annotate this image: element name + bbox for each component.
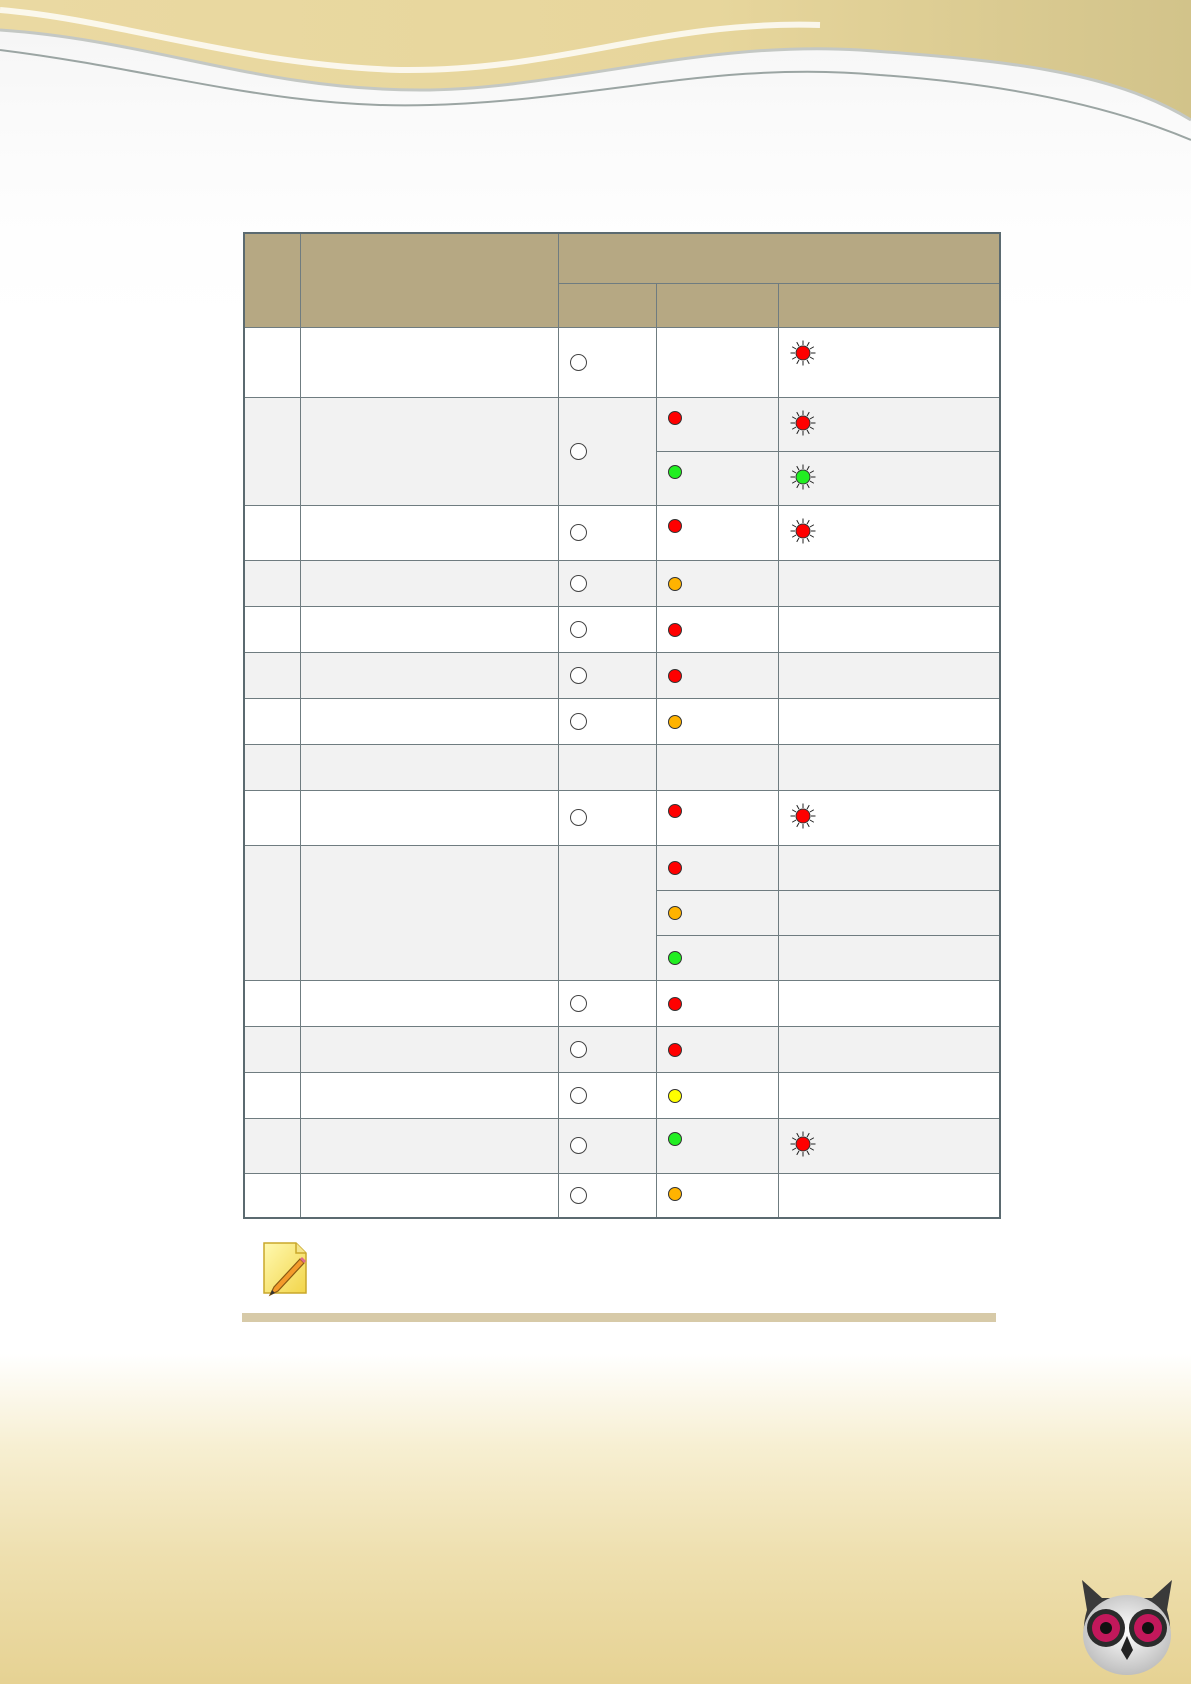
table-row [244, 397, 1000, 451]
blinking-red-icon [790, 410, 816, 436]
row-description [300, 790, 558, 845]
row-description [300, 845, 558, 980]
row-index [244, 560, 300, 606]
header-sub-3 [778, 283, 1000, 327]
header-indicator-group [558, 233, 1000, 283]
amber-led-icon [668, 577, 682, 591]
row-description [300, 560, 558, 606]
red-led-icon [668, 997, 682, 1011]
indicator-off-icon [570, 1137, 587, 1154]
indicator-off-icon [570, 1087, 587, 1104]
indicator-off-icon [570, 995, 587, 1012]
row-index [244, 1026, 300, 1072]
row-index [244, 790, 300, 845]
green-led-icon [668, 951, 682, 965]
table-row [244, 327, 1000, 397]
indicator-off-icon [570, 1187, 587, 1204]
red-led-icon [668, 1043, 682, 1057]
indicator-off-icon [570, 713, 587, 730]
amber-led-icon [668, 715, 682, 729]
yellow-led-icon [668, 1089, 682, 1103]
row-description [300, 1118, 558, 1173]
row-index [244, 327, 300, 397]
table-row [244, 744, 1000, 790]
amber-led-icon [668, 906, 682, 920]
table-row [244, 652, 1000, 698]
status-table-body [244, 327, 1000, 1218]
header-sub-2 [656, 283, 778, 327]
section-divider [242, 1313, 996, 1322]
header-description [300, 233, 558, 327]
table-row [244, 560, 1000, 606]
table-row [244, 698, 1000, 744]
blinking-red-icon [790, 518, 816, 544]
red-led-icon [668, 669, 682, 683]
red-led-icon [668, 623, 682, 637]
row-index [244, 1118, 300, 1173]
table-row [244, 606, 1000, 652]
table-row [244, 1072, 1000, 1118]
row-description [300, 980, 558, 1026]
blinking-red-icon [790, 803, 816, 829]
row-description [300, 744, 558, 790]
indicator-off-icon [570, 1041, 587, 1058]
header-index [244, 233, 300, 327]
red-led-icon [668, 861, 682, 875]
table-row [244, 505, 1000, 560]
row-index [244, 1072, 300, 1118]
status-table [243, 232, 1001, 1219]
indicator-off-icon [570, 809, 587, 826]
row-description [300, 1072, 558, 1118]
indicator-off [558, 327, 656, 397]
red-led-icon [668, 519, 682, 533]
row-description [300, 1173, 558, 1218]
blinking-green-icon [790, 464, 816, 490]
table-row [244, 1118, 1000, 1173]
row-index [244, 505, 300, 560]
row-index [244, 397, 300, 505]
header-sub-1 [558, 283, 656, 327]
green-led-icon [668, 1132, 682, 1146]
table-row [244, 790, 1000, 845]
row-description [300, 397, 558, 505]
red-led-icon [668, 411, 682, 425]
indicator-off-icon [570, 575, 587, 592]
indicator-off-icon [570, 667, 587, 684]
owl-logo-icon [1072, 1570, 1182, 1680]
row-index [244, 698, 300, 744]
row-index [244, 1173, 300, 1218]
table-row [244, 845, 1000, 890]
indicator-off-icon [570, 443, 587, 460]
row-index [244, 845, 300, 980]
row-description [300, 606, 558, 652]
amber-led-icon [668, 1187, 682, 1201]
row-index [244, 980, 300, 1026]
row-description [300, 652, 558, 698]
row-description [300, 1026, 558, 1072]
blinking-red-icon [790, 1131, 816, 1157]
row-description [300, 698, 558, 744]
row-index [244, 744, 300, 790]
red-led-icon [668, 804, 682, 818]
indicator-off-icon [570, 354, 587, 371]
green-led-icon [668, 465, 682, 479]
table-row [244, 1026, 1000, 1072]
indicator-off-icon [570, 621, 587, 638]
blinking-red-icon [790, 340, 816, 366]
row-description [300, 505, 558, 560]
row-index [244, 652, 300, 698]
footer-gradient-decoration [0, 1354, 1191, 1684]
note-pencil-icon [260, 1241, 308, 1297]
row-description [300, 327, 558, 397]
table-row [244, 980, 1000, 1026]
indicator-off-icon [570, 524, 587, 541]
row-index [244, 606, 300, 652]
table-row [244, 1173, 1000, 1218]
